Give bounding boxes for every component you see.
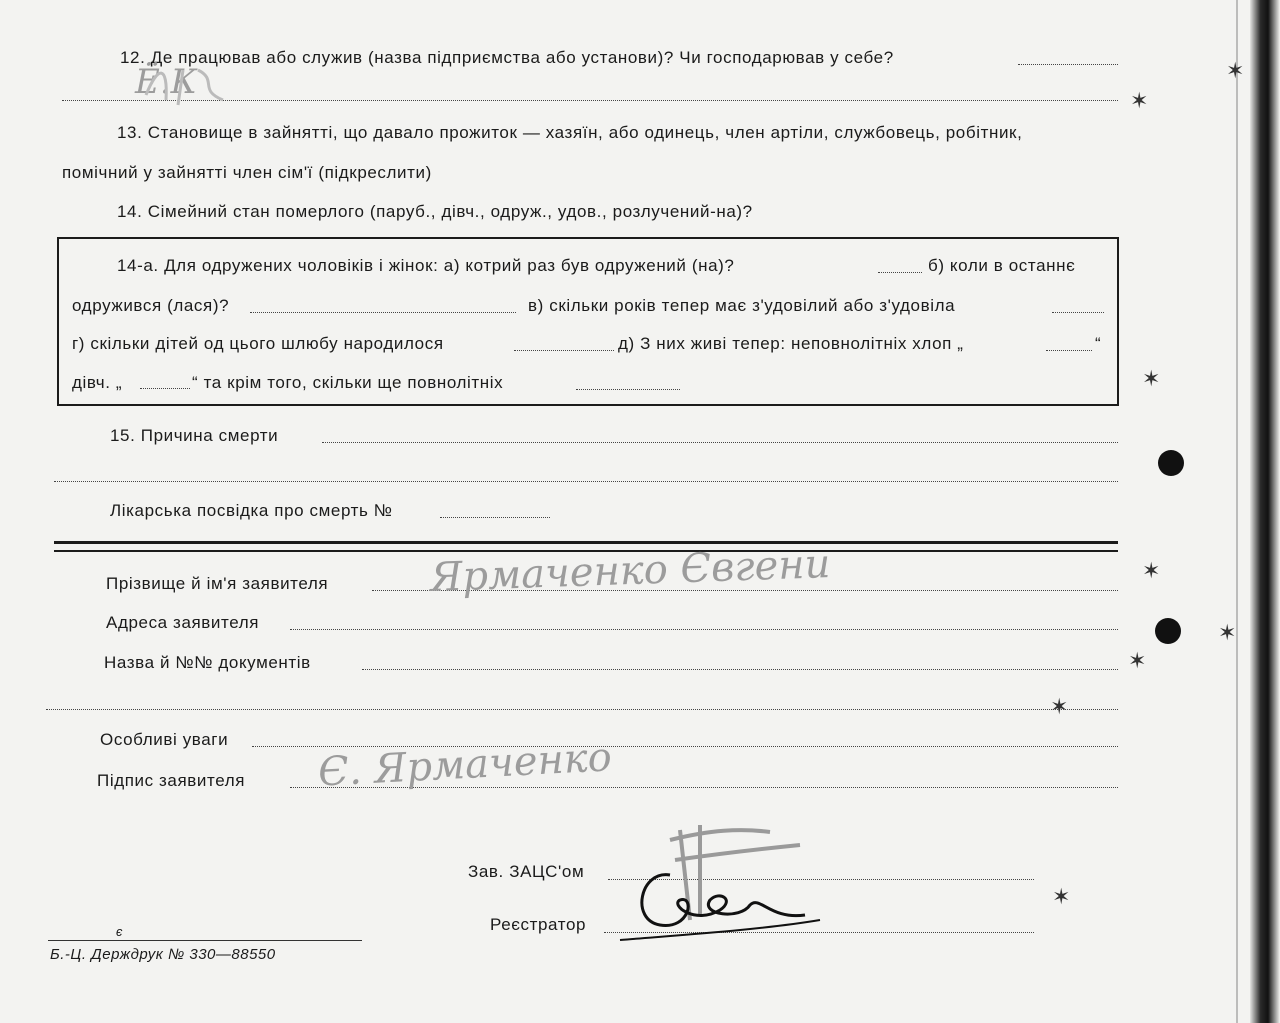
q12-label: 12. Де працював або служив (назва підприємства або установи)? Чи господарював у себе? xyxy=(120,48,894,67)
tear-mark: ✶ xyxy=(1226,58,1245,83)
applicant-name-label: Прізвище й ім'я заявителя xyxy=(106,574,329,593)
q14a-last-label: б) коли в останнє xyxy=(928,256,1076,275)
q15-label: 15. Причина смерти xyxy=(110,426,279,445)
tear-mark: ✶ xyxy=(1128,648,1147,673)
tear-mark: ✶ xyxy=(1130,88,1149,113)
tear-mark: ✶ xyxy=(1218,620,1237,645)
q14a-times-field[interactable] xyxy=(878,272,922,273)
q14a-children-label: г) скільки дітей од цього шлюбу народилося xyxy=(72,334,444,353)
applicant-address-field[interactable] xyxy=(290,629,1118,630)
q14a-alive-label: д) З них живі тепер: неповнолітніх хлоп „ xyxy=(618,334,964,353)
applicant-signature-value: Є. Ярмаченко xyxy=(316,734,613,796)
documents-field-line2[interactable] xyxy=(46,709,1118,710)
applicant-address-label: Адреса заявителя xyxy=(106,613,260,632)
notes-label: Особливі уваги xyxy=(100,730,229,749)
q14a-girls-field[interactable] xyxy=(140,388,190,389)
q15-field[interactable] xyxy=(322,442,1118,443)
head-label: Зав. ЗАЦС'ом xyxy=(468,862,585,881)
tear-mark: ✶ xyxy=(1142,366,1161,391)
q14a-years-field[interactable] xyxy=(1052,312,1104,313)
certificate-field[interactable] xyxy=(440,517,550,518)
q14a-children-field[interactable] xyxy=(514,350,614,351)
q12-field[interactable] xyxy=(1018,64,1118,65)
punch-hole xyxy=(1158,450,1184,476)
tear-mark: ✶ xyxy=(1052,884,1071,909)
signature-label: Підпис заявителя xyxy=(97,771,246,790)
q14a-years-label: в) скільки років тепер має з'удовілий або з'удовіла xyxy=(528,296,956,315)
q14a-line1: 14-а. Для одружених чоловіків і жінок: а) котрий раз був одружений (на)? xyxy=(117,256,735,275)
paper-fold xyxy=(1236,0,1238,1023)
punch-hole xyxy=(1155,618,1181,644)
q14a-adults-field[interactable] xyxy=(576,389,680,390)
applicant-name-value: Ярмаченко Євгени xyxy=(429,541,832,601)
tear-mark: ✶ xyxy=(1142,558,1161,583)
paper-edge xyxy=(1250,0,1280,1023)
q14-label: 14. Сімейний стан померлого (паруб., дівч., одруж., удов., розлучений-на)? xyxy=(117,202,753,221)
q14a-adults-label: “ та крім того, скільки ще повнолітніх xyxy=(192,373,504,392)
certificate-label: Лікарська посвідка про смерть № xyxy=(110,501,393,520)
official-signature xyxy=(600,800,850,950)
documents-field[interactable] xyxy=(362,669,1118,670)
q14a-girls-label: дівч. „ xyxy=(72,373,123,392)
q13-label-line1: 13. Становище в зайнятті, що давало прожиток — хазяїн, або одинець, член артіли, службовець, робітник, xyxy=(117,123,1023,142)
printer-imprint: Б.-Ц. Держдрук № 330—88550 xyxy=(50,946,276,963)
q13-label-line2: помічний у зайнятті член сім'ї (підкреслити) xyxy=(62,163,432,182)
q12-answer: Ё.К xyxy=(135,62,197,102)
q14a-line2: одружився (лася)? xyxy=(72,296,230,315)
tear-mark: ✶ xyxy=(1050,694,1069,719)
footer-rule xyxy=(48,940,362,941)
q14a-when-field[interactable] xyxy=(250,312,516,313)
q14a-boys-field[interactable] xyxy=(1046,350,1092,351)
footer-mark: є xyxy=(116,924,124,939)
documents-label: Назва й №№ документів xyxy=(104,653,311,672)
q12-scribble xyxy=(138,60,258,110)
section-rule-top xyxy=(54,541,1118,544)
q15-field-line2[interactable] xyxy=(54,481,1118,482)
registrar-label: Реєстратор xyxy=(490,915,587,934)
q14a-quote-close: “ xyxy=(1095,334,1102,353)
